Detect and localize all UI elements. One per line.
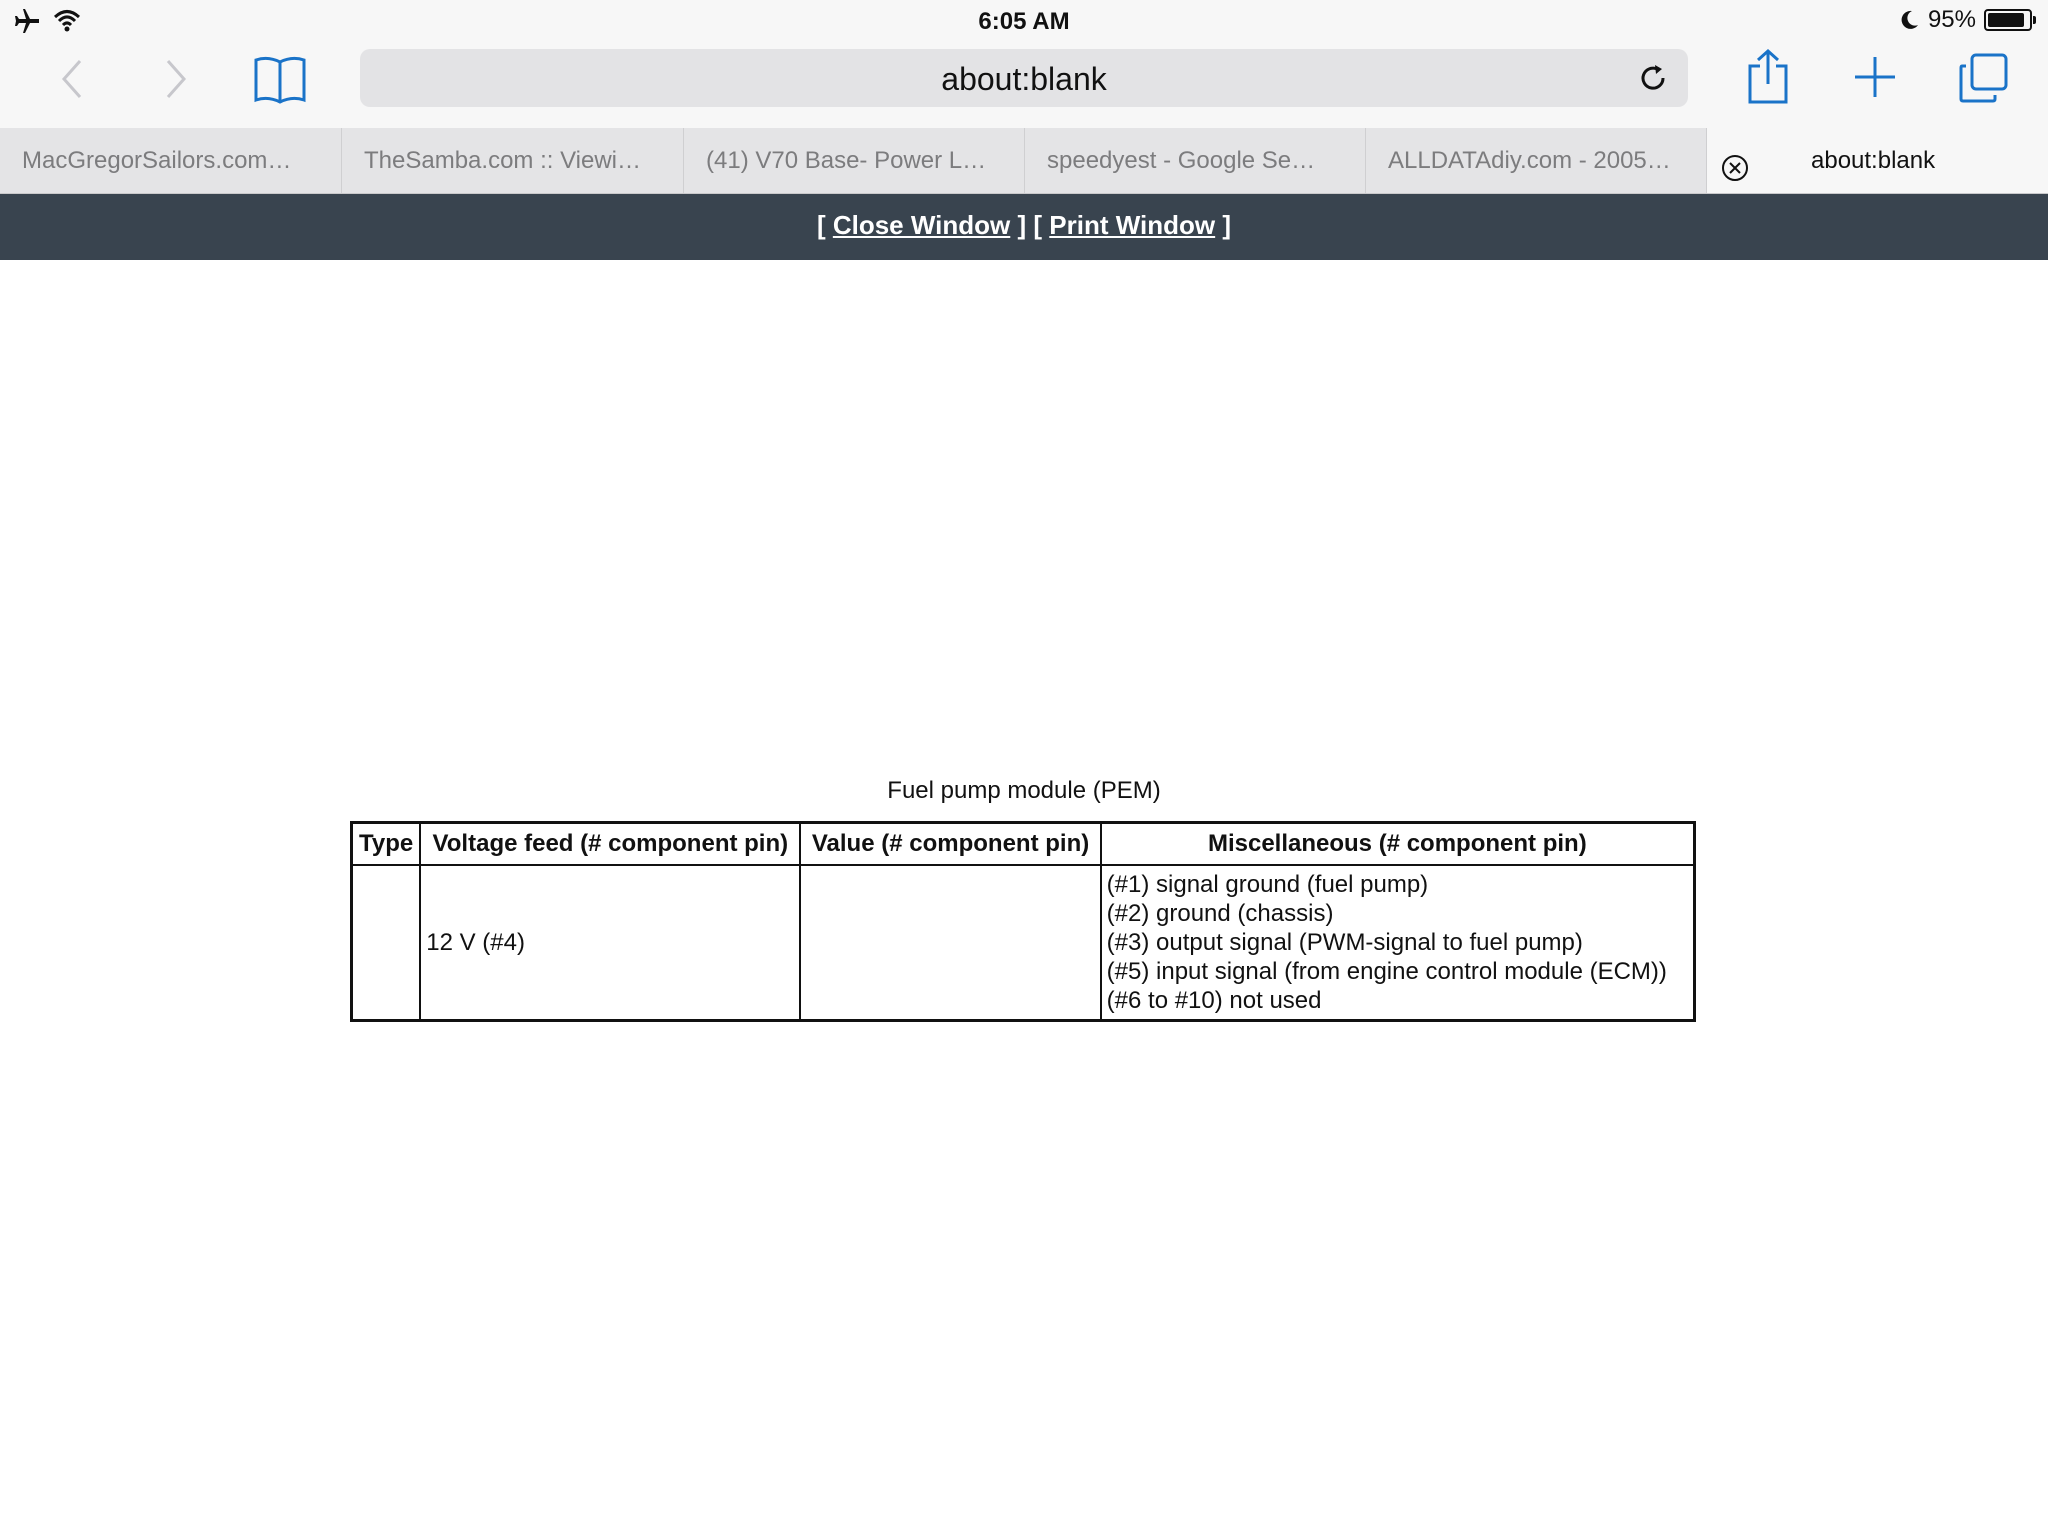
tab-v70-base[interactable] bbox=[684, 128, 1025, 193]
tab-speedyest-google[interactable] bbox=[1025, 128, 1366, 193]
new-tab-button[interactable] bbox=[1850, 52, 1900, 102]
reload-button[interactable] bbox=[1636, 61, 1670, 100]
tabs-overview-button[interactable] bbox=[1956, 50, 2012, 106]
url-text[interactable]: about:blank bbox=[941, 61, 1107, 97]
battery-icon bbox=[1984, 9, 2032, 31]
misc-line: (#3) output signal (PWM-signal to fuel pump) bbox=[1106, 929, 1583, 956]
close-circle-icon bbox=[1719, 152, 1751, 184]
plus-icon bbox=[1853, 55, 1897, 99]
cell-miscellaneous bbox=[1101, 865, 1695, 1021]
cell-type bbox=[352, 865, 421, 1021]
tab-about-blank[interactable] bbox=[1707, 128, 2048, 193]
share-icon bbox=[1746, 48, 1790, 104]
misc-line: (#2) ground (chassis) bbox=[1106, 900, 1334, 927]
reload-icon bbox=[1636, 61, 1670, 95]
book-icon bbox=[252, 54, 308, 104]
status-bar bbox=[0, 0, 2048, 42]
status-time: 6:05 AM bbox=[978, 8, 1070, 35]
misc-line: (#1) signal ground (fuel pump) bbox=[1106, 871, 1429, 898]
close-tab-button[interactable] bbox=[1719, 144, 1751, 193]
tab-macgregorsailors[interactable] bbox=[0, 128, 342, 193]
misc-line: (#5) input signal (from engine control module (ECM)) bbox=[1106, 958, 1667, 985]
tab-alldatadiy[interactable] bbox=[1366, 128, 1707, 193]
print-window-link[interactable]: Print Window bbox=[1049, 210, 1216, 240]
battery-level bbox=[1988, 13, 2024, 27]
moon-icon bbox=[1898, 9, 1920, 31]
tab-title: ALLDATAdiy.com - 2005… bbox=[1388, 147, 1671, 174]
status-icons-right bbox=[1898, 6, 2032, 34]
share-button[interactable] bbox=[1740, 46, 1796, 106]
chevron-left-icon bbox=[60, 59, 84, 99]
tabs-icon bbox=[1958, 52, 2010, 104]
tab-title: (41) V70 Base- Power L… bbox=[706, 147, 987, 174]
tab-title: TheSamba.com :: Viewi… bbox=[364, 147, 641, 174]
header-type: Type bbox=[352, 823, 421, 866]
bracket: ] bbox=[1222, 210, 1232, 240]
table-caption: Fuel pump module (PEM) bbox=[887, 777, 1161, 804]
header-value: Value (# component pin) bbox=[800, 823, 1100, 866]
close-window-link[interactable]: Close Window bbox=[832, 210, 1011, 240]
bracket: ] [ bbox=[1017, 210, 1043, 240]
table-row bbox=[352, 865, 1695, 1021]
header-miscellaneous: Miscellaneous (# component pin) bbox=[1101, 823, 1695, 866]
bracket: [ bbox=[816, 210, 826, 240]
tab-title: about:blank bbox=[1811, 147, 1936, 174]
document-toolbar bbox=[0, 194, 2048, 260]
cell-voltage-feed: 12 V (#4) bbox=[420, 865, 800, 1021]
back-button[interactable] bbox=[52, 54, 92, 104]
table-header-row bbox=[352, 823, 1695, 866]
header-voltage-feed: Voltage feed (# component pin) bbox=[420, 823, 800, 866]
misc-line: (#6 to #10) not used bbox=[1106, 987, 1322, 1014]
chevron-right-icon bbox=[164, 59, 188, 99]
tab-bar bbox=[0, 128, 2048, 194]
tab-title: MacGregorSailors.com… bbox=[22, 147, 292, 174]
pem-table bbox=[350, 821, 1696, 1022]
cell-value bbox=[800, 865, 1100, 1021]
forward-button[interactable] bbox=[156, 54, 196, 104]
tab-thesamba[interactable] bbox=[342, 128, 684, 193]
battery-percent: 95% bbox=[1927, 6, 1976, 33]
address-bar[interactable] bbox=[360, 49, 1688, 107]
browser-chrome bbox=[0, 0, 2048, 128]
bookmarks-button[interactable] bbox=[250, 52, 310, 106]
tab-title: speedyest - Google Se… bbox=[1047, 147, 1316, 174]
window-links bbox=[0, 210, 2048, 241]
